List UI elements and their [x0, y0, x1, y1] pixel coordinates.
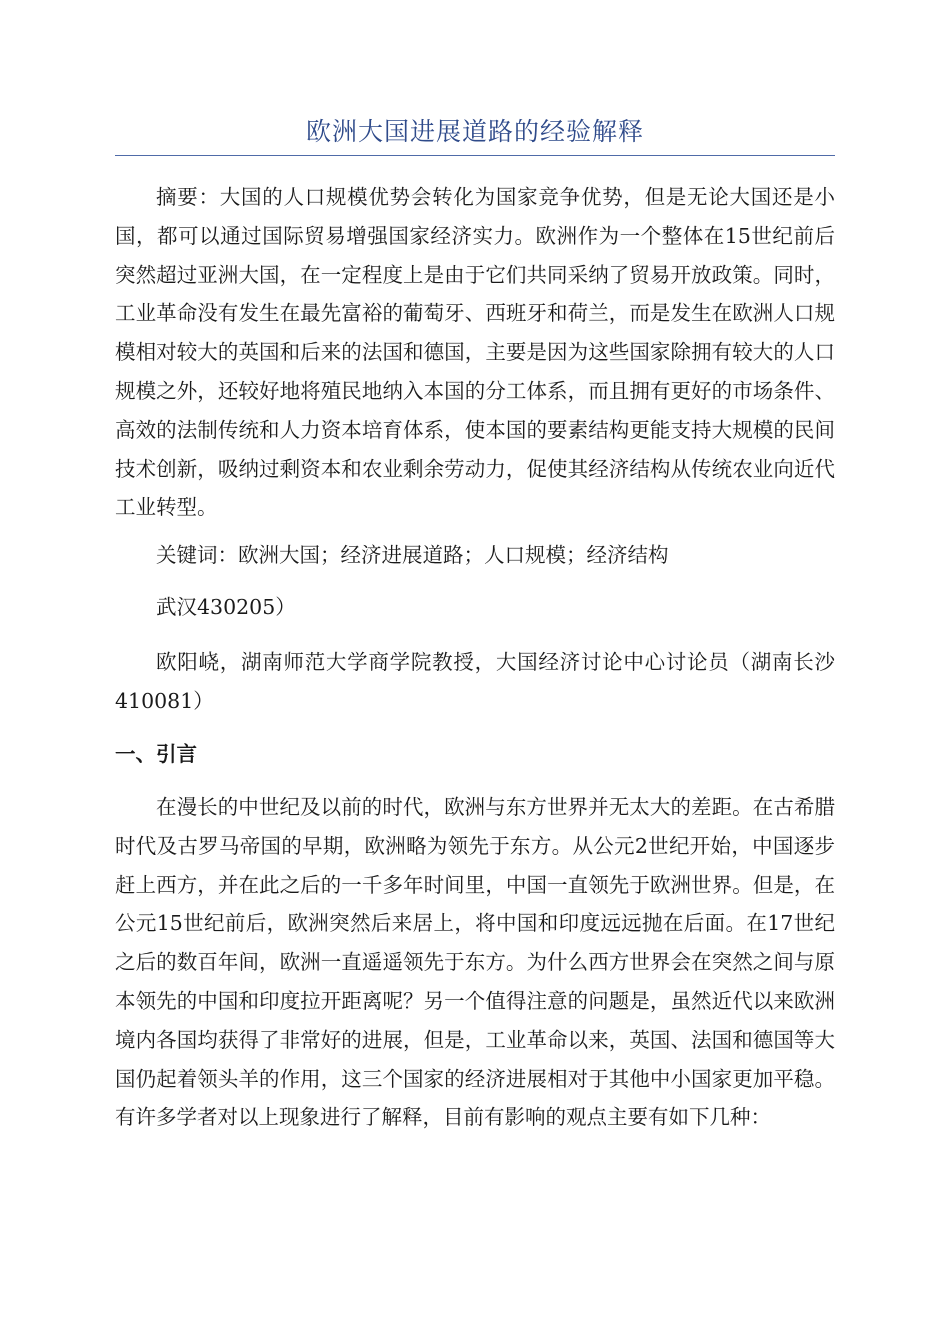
section-heading: 一、引言 — [115, 742, 197, 766]
title-underline — [115, 155, 835, 156]
author-paragraph: 欧阳峣，湖南师范大学商学院教授，大国经济讨论中心讨论员（湖南长沙410081） — [115, 650, 835, 713]
keywords-paragraph: 关键词：欧洲大国；经济进展道路；人口规模；经济结构 — [156, 543, 669, 567]
document-title: 欧洲大国进展道路的经验解释 — [305, 117, 644, 146]
address-paragraph: 武汉430205） — [156, 595, 296, 619]
abstract-paragraph: 摘要：大国的人口规模优势会转化为国家竞争优势，但是无论大国还是小国，都可以通过国际贸易增强国家经济实力。欧洲作为一个整体在15世纪前后突然超过亚洲大国，在一定程度上是由于它们共同采纳了贸易开放政策。同时，工业革命没有发生在最先富裕的葡萄牙、西班牙和荷兰，而是发生在欧洲人口规模相对较大的英国和后来的法国和德国，主要是因为这些国家除拥有较大的人口规模之外，还较好地将殖民地纳入本国的分工体系，而且拥有更好的市场条件、高效的法制传统和人力资本培育体系，使本国的要素结构更能支持大规模的民间技术创新，吸纳过剩资本和农业剩余劳动力，促使其经济结构从传统农业向近代工业转型。 — [115, 185, 835, 520]
intro-paragraph: 在漫长的中世纪及以前的时代，欧洲与东方世界并无太大的差距。在古希腊时代及古罗马帝国的早期，欧洲略为领先于东方。从公元2世纪开始，中国逐步赶上西方，并在此之后的一千多年时间里，中国一直领先于欧洲世界。但是，在公元15世纪前后，欧洲突然后来居上，将中国和印度远远抛在后面。在17世纪之后的数百年间，欧洲一直遥遥领先于东方。为什么西方世界会在突然之间与原本领先的中国和印度拉开距离呢？另一个值得注意的问题是，虽然近代以来欧洲境内各国均获得了非常好的进展，但是，工业革命以来，英国、法国和德国等大国仍起着领头羊的作用，这三个国家的经济进展相对于其他中小国家更加平稳。有许多学者对以上现象进行了解释，目前有影响的观点主要有如下几种： — [115, 795, 835, 1130]
